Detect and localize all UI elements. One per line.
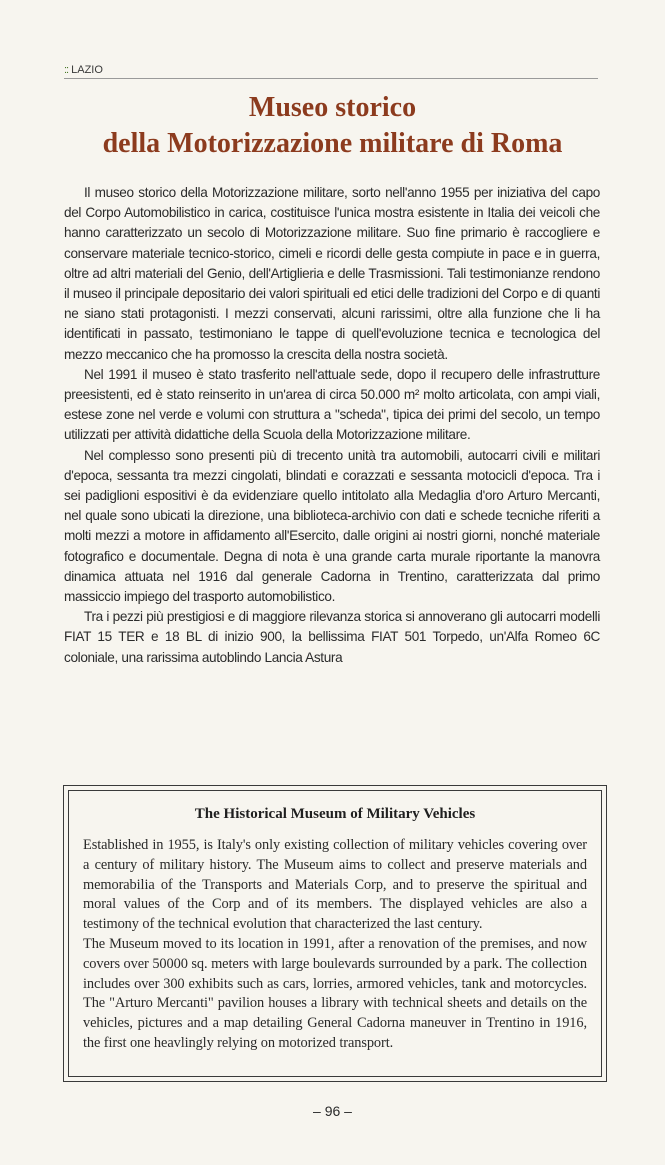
body-paragraph-3: Nel complesso sono presenti più di trecento unità tra automobili, autocarri civili e militari d'epoca, sessanta tra mezzi cingolati, blindati e corazzati e sessanta motocicli d'epoca. Tra i sei padiglioni espositivi è da evidenziare quello intitolato alla Medaglia d'oro Arturo Mercanti, nel quale sono ubicati la direzione, una biblioteca-archivio con dati e schede tecniche riferiti a molti mezzi a motore in affidamento all'Esercito, dalle origini ai nostri giorni, nonché materiale fotografico e documentale. Degna di nota è una grande carta murale riportante la manovra dinamica attuata nel 1916 dal generale Cadorna in Trentino, caratterizzata dal primo massiccio impiego del trasporto automobilistico. [64,447,600,605]
body-paragraph-1: Il museo storico della Motorizzazione militare, sorto nell'anno 1955 per iniziativa del capo del Corpo Automobilistico in carica, costituisce l'unica mostra esistente in Italia dei veicoli che hanno caratterizzato un secolo di Motorizzazione militare. Suo fine primario è raccogliere e conservare materiale tecnico-storico, cimeli e ricordi delle gesta compiute in pace e in guerra, oltre ad altri materiali del Genio, dell'Artiglieria e delle Trasmissioni. Tali testimonianze rendono il museo il principale depositario dei valori spirituali ed etici delle tradizioni del Corpo e di quanti ne siano stati protagonisti. I mezzi conservati, alcuni rarissimi, oltre alla funzione che li ha identificati in passato, testimoniano le tappe di quell'evoluzione tecnica e tecnologica del mezzo meccanico che ha promosso la crescita della nostra società. [64,185,600,362]
body-paragraph-4: Tra i pezzi più prestigiosi e di maggiore rilevanza storica si annoverano gli autocarri modelli FIAT 15 TER e 18 BL di inizio 900, la bellissima FIAT 501 Torpedo, un'Alfa Romeo 6C coloniale, una rarissima autoblindo Lancia Astura [64,609,600,665]
english-summary-title: The Historical Museum of Military Vehicles [194,806,476,822]
page-number: – 96 – [313,1103,352,1119]
title-line-2: della Motorizzazione militare di Roma [102,128,563,159]
english-paragraph-1: Established in 1955, is Italy's only existing collection of military vehicles covering over a century of military history. The Museum aims to collect and preserve materials and memorabilia of the Transports and Materials Corp, and to preserve the spiritual and moral values of the Corp and of its members. The displayed vehicles are also a testimony of the technical evolution that characterized the last century. [83,837,587,933]
page-title [40,90,625,162]
section-marker-icon: :: [64,64,69,76]
english-paragraph-2: The Museum moved to its location in 1991, after a renovation of the premises, and now covers over 50000 sq. meters with large boulevards surrounded by a park. The collection includes over 300 exhibits such as cars, lorries, armored vehicles, tank and motorcycles. The "Arturo Mercanti" pavilion houses a library with technical sheets and details on the vehicles, pictures and a map detailing General Cadorna maneuver in Trentino in 1916, the first one heavlingly relying on motorized transport. [83,935,587,1051]
italian-body-text [64,183,600,668]
english-summary-box [63,785,607,1082]
body-paragraph-2: Nel 1991 il museo è stato trasferito nell'attuale sede, dopo il recupero delle infrastrutture preesistenti, ed è stato reinserito in un'area di circa 50.000 m² molto articolata, con ampi viali, estese zone nel verde e volumi con struttura a "scheda", tipica dei primi del secolo, un tempo utilizzati per attività didattiche della Scuola della Motorizzazione militare. [64,366,600,443]
title-line-1: Museo storico [248,92,417,123]
section-header [64,64,598,79]
english-summary-inner-frame [68,790,602,1077]
english-summary-text [83,836,587,1054]
section-label: LAZIO [71,64,103,76]
